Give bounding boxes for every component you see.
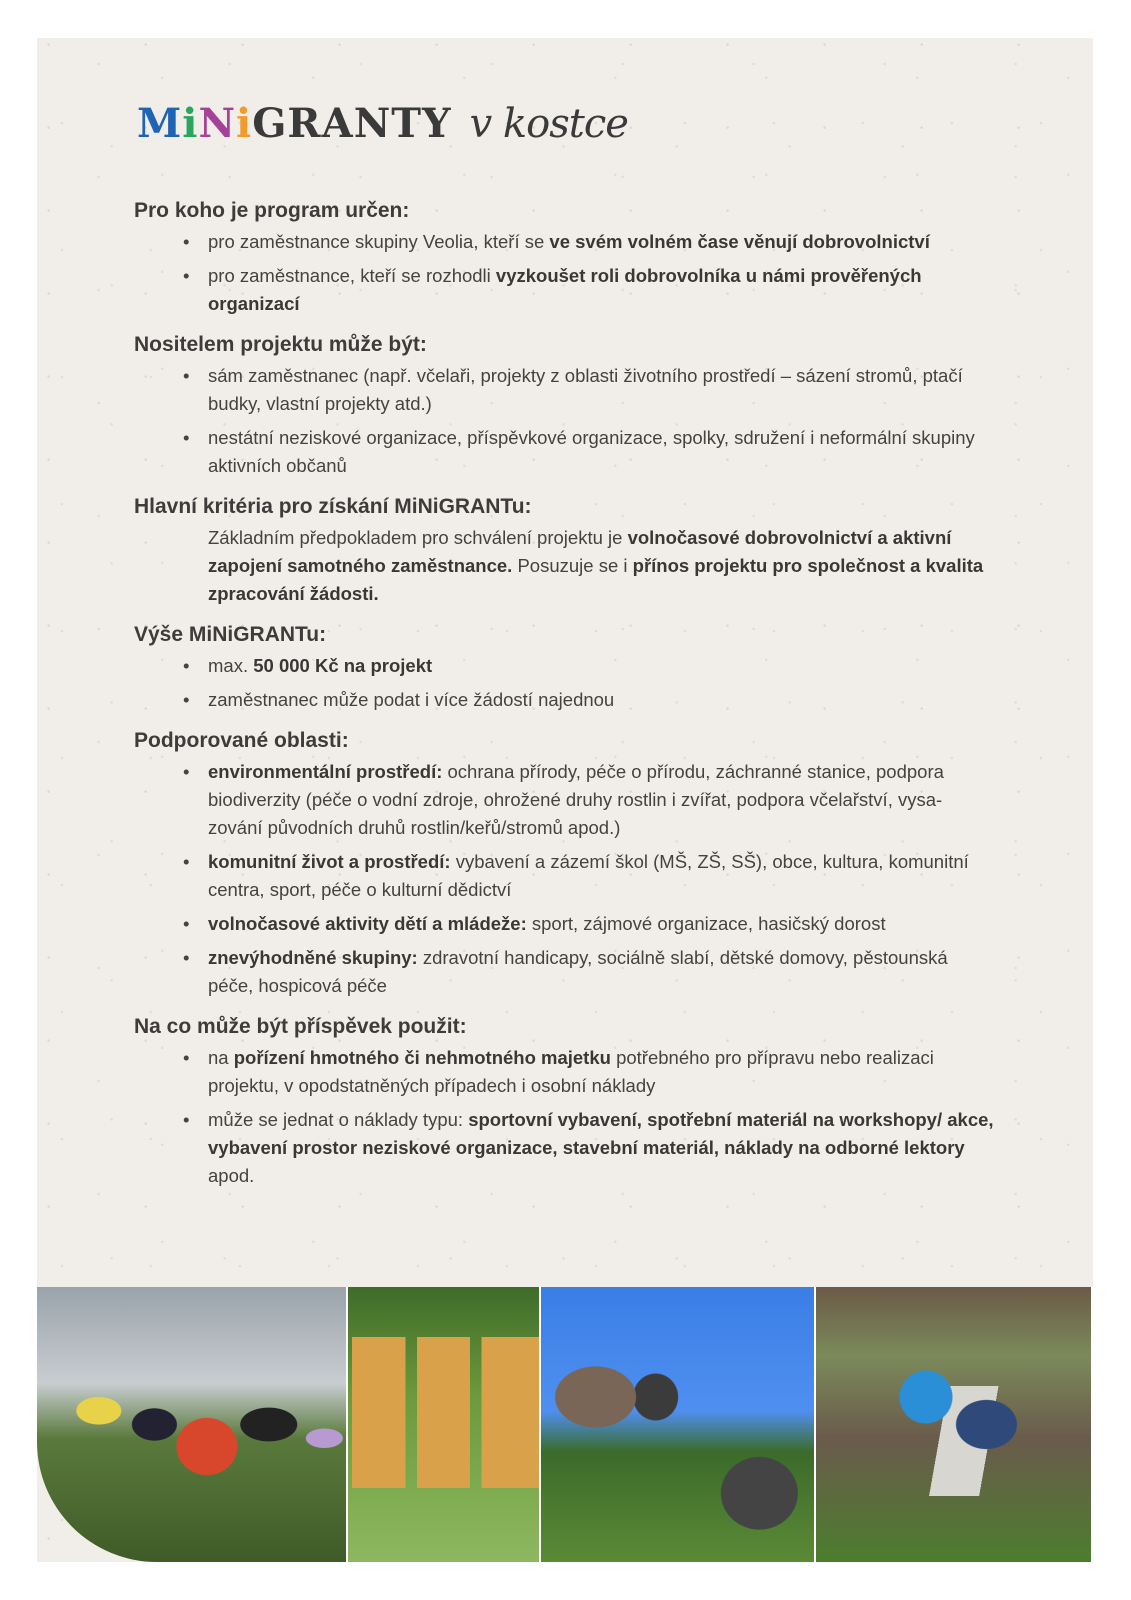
- item-bold: sportovní vybavení, spotřební materiál na workshopy/ akce, vybavení prostor neziskové organizace, stavební materiál, náklady na odborné lektory: [208, 1109, 994, 1158]
- list-item: • nestátní neziskové organizace, příspěvkové organizace, spolky, sdružení i neformální skupiny aktivních občanů: [208, 424, 994, 480]
- section-heading: Pro koho je program určen:: [134, 199, 410, 222]
- list-item: [208, 848, 994, 904]
- item-text: na: [208, 1047, 234, 1068]
- section-areas: [134, 726, 994, 1000]
- bullet-list: [134, 362, 994, 480]
- para-bold: přínos projektu pro společnost a kvalita zpracování žádosti.: [208, 555, 984, 604]
- item-text: max.: [208, 655, 254, 676]
- list-item: [208, 910, 994, 938]
- item-bold: vyzkoušet roli dobrovolníka u námi prověřených organizací: [208, 265, 922, 314]
- item-bold: 50 000 Kč na projekt: [253, 655, 433, 676]
- page-title: [137, 100, 628, 160]
- item-text: zdravotní handicapy, sociálně slabí, dětské domovy, pěstounská péče, hospicová péče: [208, 947, 948, 996]
- item-text: vybavení a zázemí škol (MŠ, ZŠ, SŠ), obce, kultura, komunitní centra, sport, péče o kulturní dědictví: [208, 851, 969, 900]
- section-heading: Na co může být příspěvek použit:: [134, 1015, 467, 1038]
- logo-letter: GRANTY: [252, 100, 452, 147]
- item-text: ochrana přírody, péče o přírodu, záchranné stanice, podpora biodiverzity (péče o vodní zdroje, ohrožené druhy rostlin i zvířat, podpora včelařství, vysa-zování původních druhů rostlin/keřů/stromů apod.): [208, 761, 944, 838]
- list-item: [208, 652, 994, 680]
- beehives-photo: [348, 1287, 539, 1562]
- section-heading: Hlavní kritéria pro získání MiNiGRANTu:: [134, 495, 532, 518]
- section-amount: [134, 620, 994, 714]
- children-with-face-paint-photo: [37, 1287, 346, 1562]
- item-text: pro zaměstnance, kteří se rozhodli: [208, 265, 496, 286]
- section-target: [134, 196, 994, 318]
- bullet-list: [134, 228, 994, 318]
- bullet-list: [134, 652, 994, 714]
- item-text: může se jednat o náklady typu:: [208, 1109, 469, 1130]
- item-bold: znevýhodněné skupiny:: [208, 947, 418, 968]
- tree-planting-photo: [541, 1287, 814, 1562]
- minigranty-logo: [137, 100, 452, 147]
- section-heading: Nositelem projektu může být:: [134, 333, 427, 356]
- item-bold: pořízení hmotného či nehmotného majetku: [233, 1047, 611, 1068]
- para-text: Základním předpokladem pro schválení projektu je: [208, 527, 628, 548]
- logo-letter: i: [236, 100, 253, 147]
- logo-letter: M: [137, 100, 183, 147]
- para-bold: volnočasové dobrovolnictví a aktivní zapojení samotného zaměstnance.: [208, 527, 952, 576]
- item-bold: ve svém volném čase věnují dobrovolnictví: [549, 231, 930, 252]
- section-holder: [134, 330, 994, 480]
- section-criteria: [134, 492, 994, 608]
- item-bold: komunitní život a prostředí:: [208, 851, 451, 872]
- list-item: [208, 1106, 994, 1190]
- bullet-list: [134, 758, 994, 1000]
- item-text: potřebného pro přípravu nebo realizaci projektu, v opodstatněných případech i osobní náklady: [208, 1047, 934, 1096]
- content: [134, 196, 994, 1202]
- criteria-paragraph: [134, 524, 994, 608]
- list-item: [208, 262, 994, 318]
- list-item: [208, 1044, 994, 1100]
- item-text: apod.: [208, 1165, 255, 1186]
- list-item: [208, 944, 994, 1000]
- para-text: Posuzuje se i: [512, 555, 633, 576]
- item-bold: volnočasové aktivity dětí a mládeže:: [208, 913, 527, 934]
- list-item: • zaměstnanec může podat i více žádostí najednou: [208, 686, 994, 714]
- title-subtitle: v kostce: [469, 101, 628, 147]
- photo-strip: [37, 1287, 1093, 1562]
- section-heading: Podporované oblasti:: [134, 729, 349, 752]
- list-item: [208, 228, 994, 256]
- section-usage: [134, 1012, 994, 1190]
- wall-building-volunteers-photo: [816, 1287, 1091, 1562]
- list-item: [208, 758, 994, 842]
- item-bold: environmentální prostředí:: [208, 761, 443, 782]
- logo-letter: i: [182, 100, 199, 147]
- logo-letter: N: [198, 100, 237, 147]
- item-text: pro zaměstnance skupiny Veolia, kteří se: [208, 231, 550, 252]
- section-heading: Výše MiNiGRANTu:: [134, 623, 327, 646]
- list-item: • sám zaměstnanec (např. včelaři, projekty z oblasti životního prostředí – sázení stromů, ptačí budky, vlastní projekty atd.): [208, 362, 994, 418]
- bullet-list: [134, 1044, 994, 1190]
- item-text: sport, zájmové organizace, hasičský dorost: [526, 913, 886, 934]
